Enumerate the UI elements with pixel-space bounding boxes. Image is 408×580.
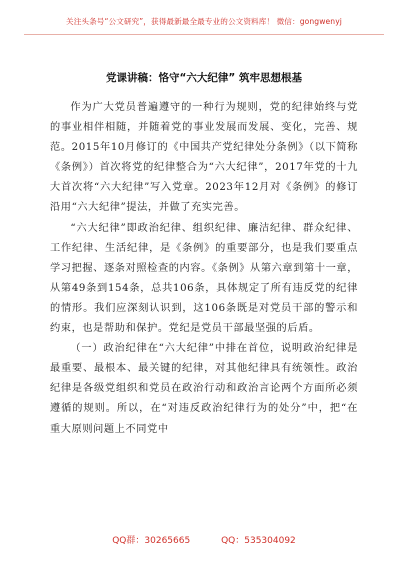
header-banner: 关注头条号“公文研究”，获得最新最全最专业的公文资料库！ 微信：gongwenyj [66,17,342,26]
paragraph: “六大纪律”即政治纪律、组织纪律、廉洁纪律、群众纪律、工作纪律、生活纪律，是《条例》的重要部分，也是我们要重点学习把握、逐条对照检查的内容。《条例》从第六章到第十一章，从第49条到154条，总共106条，具体规定了所有违反党的纪律的情形。我们应深刻认识到，这106条既是对党员干部的警示和约束，也是帮助和保护。党纪是党员干部最坚强的后盾。 [50,222,358,335]
document-title: 党课讲稿：恪守“六大纪律” 筑牢思想根基 [106,72,302,84]
footer-qq: QQ：535304092 [221,536,296,546]
document-body [50,98,358,440]
paragraph: （一）政治纪律在“六大纪律”中排在首位，说明政治纪律是最重要、最根本、最关键的纪律，对其他纪律具有统领性。政治纪律是各级党组织和党员在政治行动和政治言论两个方面所必须遵循的规则。所以，在“对违反政治纪律行为的处分”中，把“在重大原则问题上不同党中 [50,343,358,435]
header-divider [24,34,384,35]
footer-contact [0,533,408,546]
footer-qq-group: QQ群：30265665 [112,536,191,546]
paragraph: 作为广大党员普遍遵守的一种行为规则，党的纪律始终与党的事业相伴相随，并随着党的事业发展而发展、变化，完善、规范。2015年10月修订的《中国共产党纪律处分条例》（以下简称《条例》）首次将党的纪律整合为“六大纪律”，2017年党的十九大首次将“六大纪律”写入党章。2023年12月对《条例》的修订沿用“六大纪律”提法，并做了充实完善。 [50,102,358,214]
